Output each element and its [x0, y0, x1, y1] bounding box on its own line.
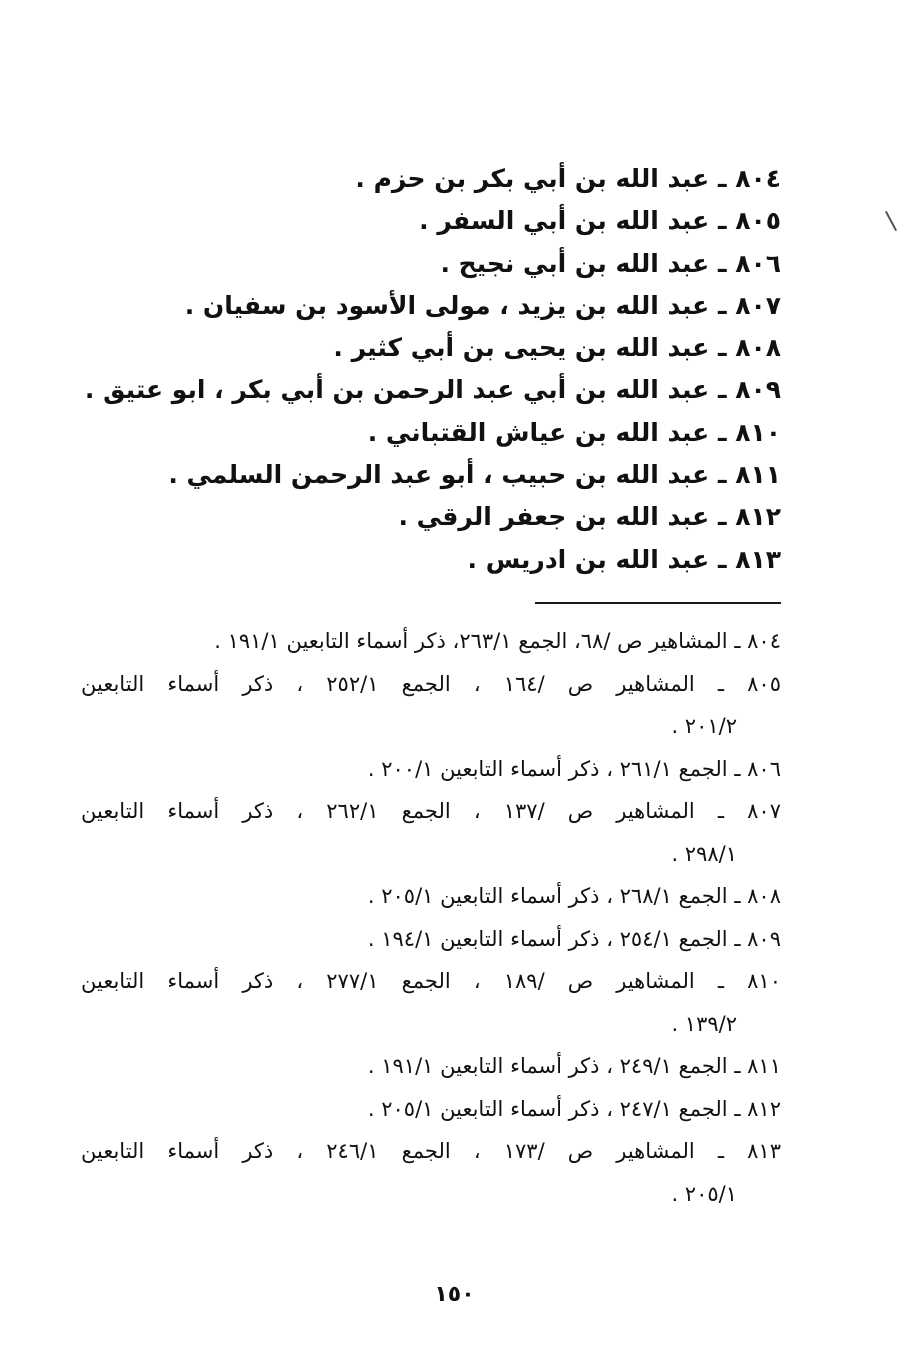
narrator-entry: ٨١٢ ـ عبد الله بن جعفر الرقي .	[398, 502, 781, 532]
footnote-continuation: ٢٩٨/١ .	[671, 841, 737, 866]
footnote-continuation: ٢٠١/٢ .	[671, 714, 737, 738]
footnote-text: ٨١١ ـ الجمع ٢٤٩/١ ، ذكر أسماء التابعين ١٩١/١ .	[367, 1054, 781, 1078]
footnote-text: ٨١٣ ـ المشاهير ص /١٧٣ ، الجمع ٢٤٦/١ ، ذكر أسماء التابعين	[81, 1139, 781, 1163]
footnote	[81, 1130, 781, 1215]
footnote	[81, 1088, 781, 1131]
footnote	[81, 663, 781, 748]
footnote-text: ٨٠٩ ـ الجمع ٢٥٤/١ ، ذكر أسماء التابعين ١٩٤/١ .	[367, 926, 781, 951]
footnote-continuation: ٢٠٥/١ .	[671, 1181, 737, 1206]
narrator-entry: ٨٠٦ ـ عبد الله بن أبي نجيح .	[440, 248, 781, 278]
footnote	[81, 1045, 781, 1088]
footnotes	[81, 620, 781, 1215]
page-number: ١٥٠	[434, 1282, 475, 1307]
narrator-entry: ٨١١ ـ عبد الله بن حبيب ، أبو عبد الرحمن السلمي .	[168, 460, 781, 490]
footnote	[81, 918, 781, 961]
scan-mark	[885, 211, 897, 231]
footnote	[81, 748, 781, 791]
narrator-entry: ٨٠٧ ـ عبد الله بن يزيد ، مولى الأسود بن سفيان .	[184, 290, 781, 320]
footnote-text: ٨٠٧ ـ المشاهير ص /١٣٧ ، الجمع ٢٦٢/١ ، ذكر أسماء التابعين	[81, 799, 781, 823]
narrator-entry: ٨٠٥ ـ عبد الله بن أبي السفر .	[419, 206, 781, 236]
footnote	[81, 620, 781, 663]
narrator-list	[84, 158, 781, 581]
narrator-entry: ٨٠٤ ـ عبد الله بن أبي بكر بن حزم .	[355, 164, 781, 193]
narrator-entry: ٨٠٨ ـ عبد الله بن يحيى بن أبي كثير .	[333, 333, 781, 363]
footnote	[81, 875, 781, 918]
footnote-text: ٨٠٥ ـ المشاهير ص /١٦٤ ، الجمع ٢٥٢/١ ، ذكر أسماء التابعين	[81, 671, 781, 696]
narrator-entry: ٨٠٩ ـ عبد الله بن أبي عبد الرحمن بن أبي بكر ، ابو عتيق .	[84, 375, 781, 405]
footnote-continuation: ١٣٩/٢ .	[671, 1011, 737, 1036]
footnote-text: ٨١٢ ـ الجمع ٢٤٧/١ ، ذكر أسماء التابعين ٢٠٥/١ .	[367, 1096, 781, 1121]
footnote-text: ٨٠٨ ـ الجمع ٢٦٨/١ ، ذكر أسماء التابعين ٢٠٥/١ .	[367, 884, 781, 908]
footnote	[81, 790, 781, 875]
footnote-text: ٨١٠ ـ المشاهير ص /١٨٩ ، الجمع ٢٧٧/١ ، ذكر أسماء التابعين	[81, 969, 781, 993]
footnote-text: ٨٠٦ ـ الجمع ٢٦١/١ ، ذكر أسماء التابعين ٢٠٠/١ .	[367, 756, 781, 781]
narrator-entry: ٨١٣ ـ عبد الله بن ادريس .	[467, 544, 781, 574]
footnote-separator	[535, 602, 781, 604]
narrator-entry: ٨١٠ ـ عبد الله بن عياش القتباني .	[367, 417, 781, 447]
footnote	[81, 960, 781, 1045]
footnote-text: ٨٠٤ ـ المشاهير ص /٦٨، الجمع ٢٦٣/١، ذكر أسماء التابعين ١٩١/١ .	[214, 629, 781, 653]
